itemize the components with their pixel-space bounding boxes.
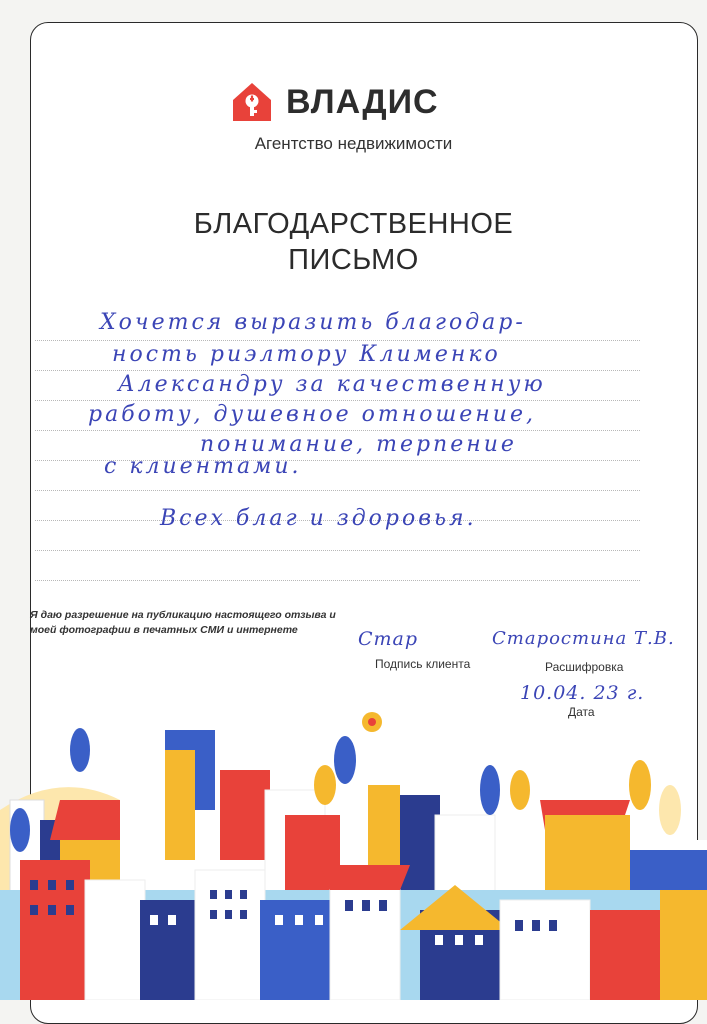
decoding-value: Старостина Т.В.: [492, 628, 675, 649]
title-line-1: БЛАГОДАРСТВЕННОЕ: [193, 208, 514, 240]
brand-subtitle: Агентство недвижимости: [254, 134, 453, 153]
letter-line-5: понимание, терпение: [200, 432, 517, 457]
brand-logo: [230, 80, 439, 124]
letter-title: [0, 206, 707, 278]
letter-line-2: ность риэлтору Клименко: [112, 342, 501, 367]
letter-line-7: Всех благ и здоровья.: [160, 506, 477, 531]
title-line-2: ПИСЬМО: [288, 244, 419, 276]
letter-line-3: Александру за качественную: [118, 372, 546, 397]
letter-line-6: с клиентами.: [104, 454, 302, 479]
consent-text: Я даю разрешение на публикацию настоящего отзыва и моей фотографии в печатных СМИ и интернете: [30, 609, 336, 636]
letter-line-1: Хочется выразить благодар-: [100, 310, 526, 335]
decoding-label: Расшифровка: [545, 660, 624, 674]
date-label: Дата: [568, 705, 595, 719]
letter-line-4: работу, душевное отношение,: [88, 402, 536, 427]
house-key-icon: [230, 80, 274, 124]
brand-name: ВЛАДИС: [286, 82, 439, 121]
city-illustration: [0, 690, 707, 1000]
date-value: 10.04. 23 г.: [520, 682, 645, 704]
signature-value: Стар: [358, 628, 419, 650]
signature-label: Подпись клиента: [375, 657, 471, 671]
